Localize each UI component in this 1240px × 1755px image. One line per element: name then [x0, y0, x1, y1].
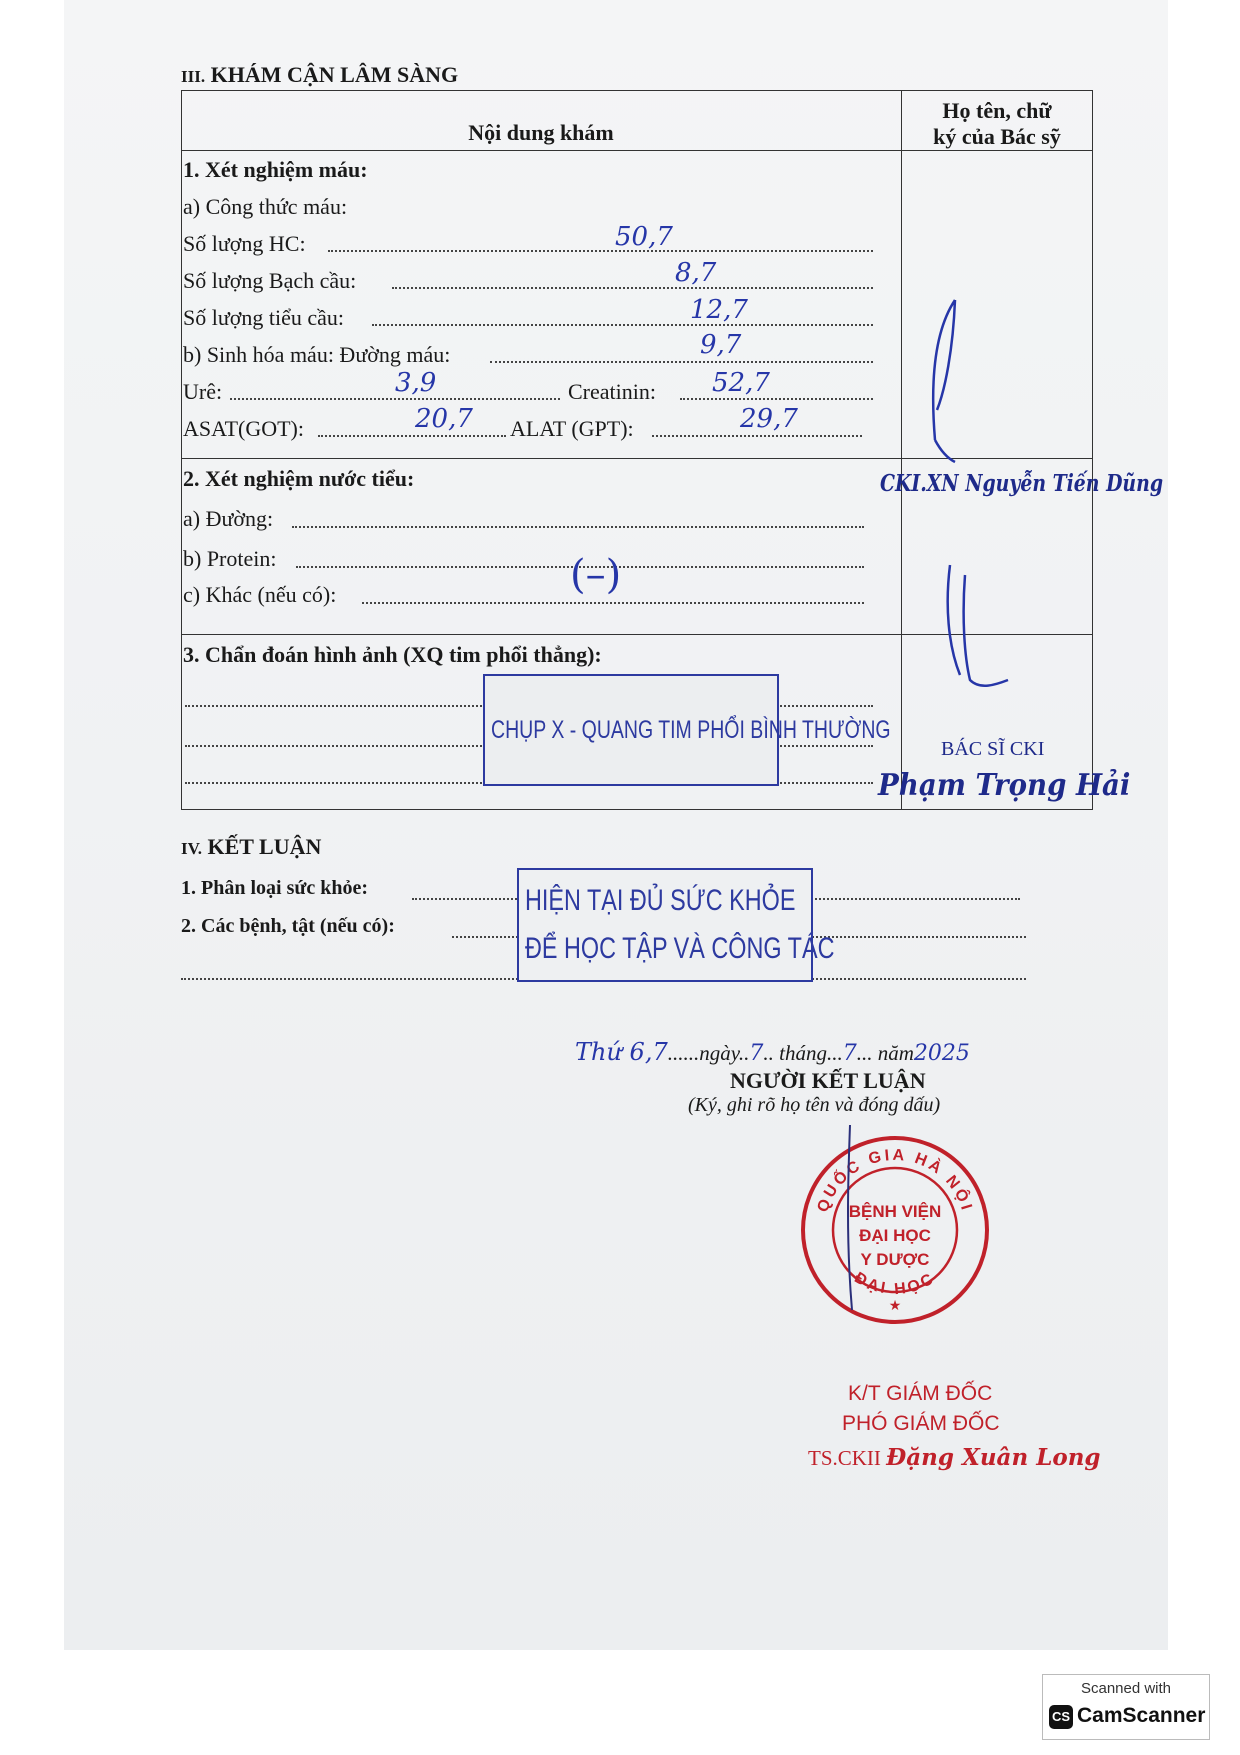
- conclusion-stamp-line1: HIỆN TẠI ĐỦ SỨC KHỎE: [525, 884, 796, 917]
- plt-label: Số lượng tiểu cầu:: [183, 305, 345, 330]
- table-header-doctor: [901, 98, 1093, 150]
- section-4-roman: IV.: [181, 839, 202, 858]
- asat-dotted-line: [318, 435, 506, 437]
- alat-value: 29,7: [740, 404, 798, 434]
- director-signature-stroke: [830, 1120, 870, 1320]
- asat-value: 20,7: [415, 404, 473, 434]
- camscanner-brand: CamScanner: [1077, 1704, 1206, 1727]
- urea-dotted-line: [230, 398, 560, 400]
- date-year: 2025: [913, 1041, 970, 1066]
- seal-top-text: QUỐC GIA HÀ NỘI: [814, 1146, 976, 1215]
- imaging-stamp-text: CHỤP X - QUANG TIM PHỔI BÌNH THƯỜNG: [491, 716, 891, 744]
- blood-doctor-name: CKI.XN Nguyễn Tiến Dũng: [880, 470, 1164, 497]
- alat-label: ALAT (GPT):: [510, 416, 634, 441]
- urine-other-label: c) Khác (nếu có):: [183, 582, 337, 607]
- blood-test-title: 1. Xét nghiệm máu:: [183, 157, 368, 182]
- plt-dotted-line: [372, 324, 873, 326]
- wbc-label: Số lượng Bạch cầu:: [183, 268, 357, 293]
- date-weekday: Thứ 6,7: [575, 1038, 668, 1066]
- urine-doctor-signature: [940, 555, 1020, 695]
- urea-value: 3,9: [395, 368, 437, 398]
- urine-other-value: (–): [570, 552, 622, 598]
- imaging-doctor-name: Phạm Trọng Hải: [878, 768, 1131, 803]
- glucose-dotted-line: [490, 361, 873, 363]
- date-nam-label: năm: [877, 1041, 914, 1065]
- signer-role-2: PHÓ GIÁM ĐỐC: [842, 1412, 1000, 1435]
- seal-left-text: ĐẠI HỌC: [851, 1269, 939, 1299]
- table-header-doctor-line1: Họ tên, chữ: [942, 98, 1052, 123]
- glucose-value: 9,7: [700, 330, 742, 360]
- glucose-label: b) Sinh hóa máu: Đường máu:: [183, 342, 451, 367]
- blood-formula-label: a) Công thức máu:: [183, 194, 348, 219]
- hc-dotted-line: [328, 250, 873, 252]
- table-column-divider: [901, 90, 902, 810]
- signer-role-1: K/T GIÁM ĐỐC: [848, 1382, 993, 1405]
- blood-doctor-signature: [915, 290, 975, 470]
- hc-label: Số lượng HC:: [183, 231, 306, 256]
- signer-name: Đặng Xuân Long: [886, 1444, 1101, 1471]
- imaging-title: 3. Chẩn đoán hình ảnh (XQ tim phổi thẳng):: [183, 642, 602, 667]
- section-3-title: KHÁM CẬN LÂM SÀNG: [210, 62, 459, 87]
- date-line: Thứ 6,7......ngày..7.. tháng...7... năm2025: [575, 1038, 970, 1066]
- conclusion-stamp-line2: ĐỂ HỌC TẬP VÀ CÔNG TÁC: [525, 932, 835, 965]
- signer-note: (Ký, ghi rõ họ tên và đóng dấu): [688, 1094, 941, 1116]
- section-3-roman: III.: [181, 67, 206, 86]
- date-day: 7: [749, 1041, 764, 1066]
- camscanner-scanned-with: Scanned with: [1080, 1680, 1172, 1697]
- camscanner-logo-icon: CS: [1049, 1705, 1073, 1729]
- date-month: 7: [842, 1041, 857, 1066]
- section-4-title: KẾT LUẬN: [207, 834, 322, 859]
- section-4-heading: [181, 834, 321, 860]
- imaging-result-stamp: [483, 674, 891, 786]
- conclusion-stamp: [517, 868, 835, 982]
- urine-other-dotted-line: [362, 602, 864, 604]
- wbc-dotted-line: [392, 287, 873, 289]
- seal-center-line1: BỆNH VIỆN: [848, 1202, 942, 1221]
- date-thang-label: tháng: [779, 1041, 827, 1065]
- creatinin-value: 52,7: [712, 368, 770, 398]
- hospital-seal: [795, 1130, 995, 1330]
- signer-title: NGƯỜI KẾT LUẬN: [730, 1068, 926, 1093]
- wbc-value: 8,7: [675, 258, 717, 288]
- health-class-label: 1. Phân loại sức khỏe:: [181, 877, 369, 899]
- table-header-content: Nội dung khám: [468, 120, 614, 145]
- table-header-divider: [181, 150, 1093, 151]
- table-header-doctor-line2: ký của Bác sỹ: [933, 124, 1061, 149]
- hc-value: 50,7: [615, 222, 673, 252]
- urea-label: Urê:: [183, 379, 223, 404]
- seal-star-icon: ★: [888, 1299, 902, 1314]
- creatinin-label: Creatinin:: [568, 379, 656, 404]
- disease-label: 2. Các bệnh, tật (nếu có):: [181, 915, 395, 937]
- plt-value: 12,7: [690, 295, 748, 325]
- urine-sugar-dotted-line: [292, 526, 864, 528]
- signer-name-line: [808, 1444, 1101, 1471]
- creatinin-dotted-line: [680, 398, 873, 400]
- seal-center-line2: ĐẠI HỌC: [859, 1226, 931, 1245]
- urine-test-title: 2. Xét nghiệm nước tiểu:: [183, 466, 415, 491]
- signer-name-prefix: TS.CKII: [808, 1446, 881, 1470]
- alat-dotted-line: [652, 435, 862, 437]
- date-ngay-label: ngày: [699, 1041, 739, 1065]
- section-3-heading: [181, 62, 458, 88]
- asat-label: ASAT(GOT):: [183, 416, 304, 441]
- seal-center-line3: Y DƯỢC: [860, 1250, 930, 1269]
- urine-protein-label: b) Protein:: [183, 546, 277, 571]
- urine-sugar-label: a) Đường:: [183, 506, 274, 531]
- imaging-doctor-title: BÁC SĨ CKI: [941, 738, 1045, 760]
- camscanner-badge: [1042, 1674, 1210, 1740]
